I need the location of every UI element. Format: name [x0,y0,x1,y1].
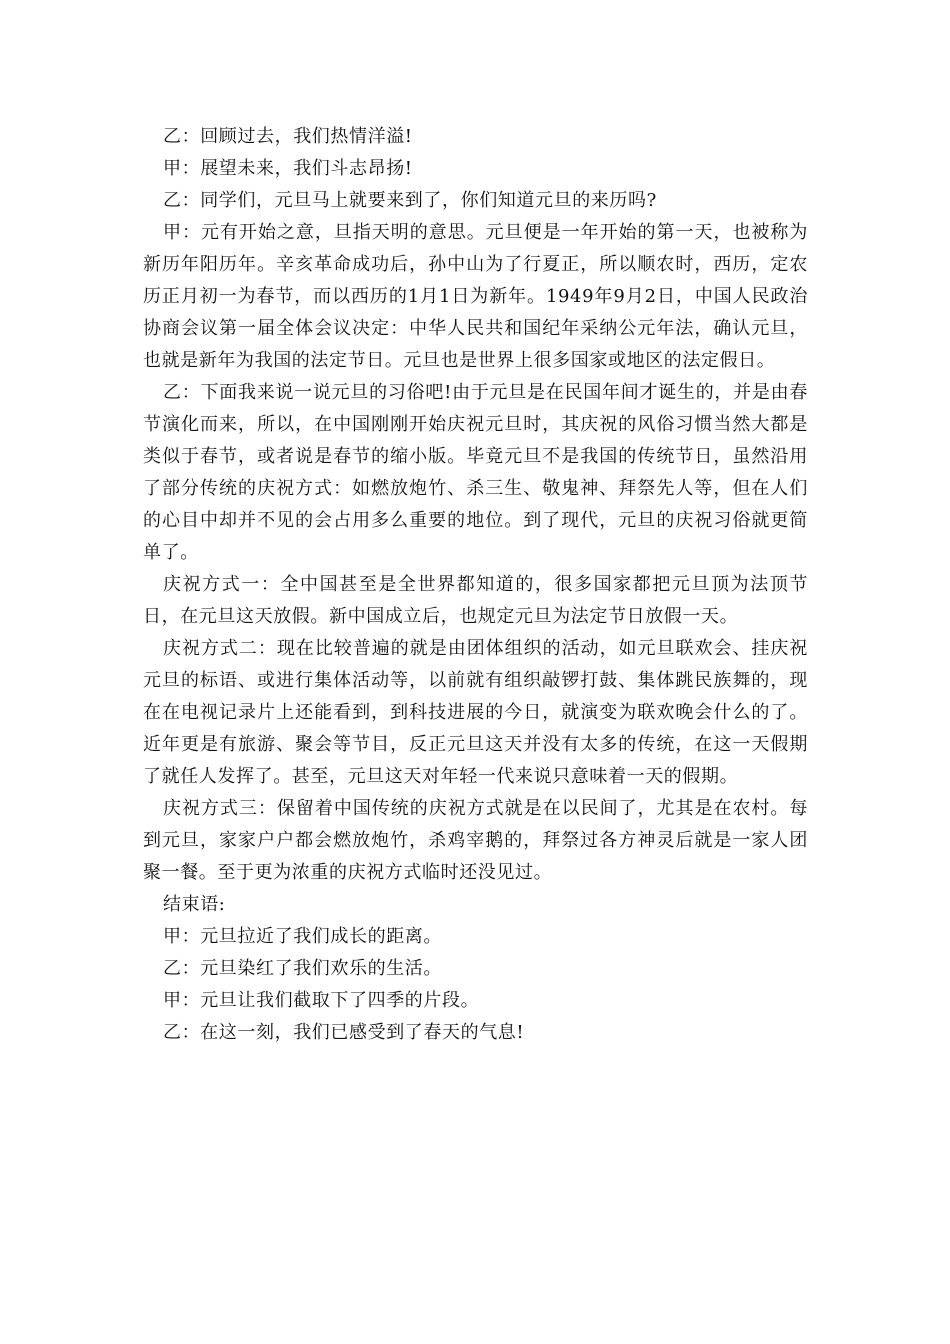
paragraph-customs: 乙：下面我来说一说元旦的习俗吧!由于元旦是在民国年间才诞生的，并是由春节演化而来，所以，在中国刚刚开始庆祝元旦时，其庆祝的风俗习惯当然大都是类似于春节，或者说是春节的缩小版。毕竟元旦不是我国的传统节日，虽然沿用了部分传统的庆祝方式：如燃放炮竹、杀三生、敬鬼神、拜祭先人等，但在人们的心目中却并不见的会占用多么重要的地位。到了现代，元旦的庆祝习俗就更简单了。 [143,382,808,563]
paragraph-origin-of-new-year: 甲：元有开始之意，旦指天明的意思。元旦便是一年开始的第一天，也被称为新历年阳历年。辛亥革命成功后，孙中山为了行夏正，所以顺农时，西历，定农历正月初一为春节，而以西历的1月1日为新年。1949年9月2日，中国人民政治协商会议第一届全体会议决定：中华人民共和国纪年采纳公元年法，确认元旦，也就是新年为我国的法定节日。元旦也是世界上很多国家或地区的法定假日。 [143,222,808,371]
dialogue-line: 甲：元旦拉近了我们成长的距离。 [163,926,442,947]
dialogue-line: 乙：回顾过去，我们热情洋溢! [163,126,413,147]
document-body [143,121,808,1049]
dialogue-line: 乙：在这一刻，我们已感受到了春天的气息! [163,1022,525,1043]
paragraph-celebration-two: 庆祝方式二：现在比较普遍的就是由团体组织的活动，如元旦联欢会、挂庆祝元旦的标语、或进行集体活动等，以前就有组织敲锣打鼓、集体跳民族舞的，现在在电视记录片上还能看到，到科技进展的今日，就演变为联欢晚会什么的了。近年更是有旅游、聚会等节目，反正元旦这天并没有太多的传统，在这一天假期了就任人发挥了。甚至，元旦这天对年轻一代来说只意味着一天的假期。 [143,638,808,787]
dialogue-line: 甲：展望未来，我们斗志昂扬! [163,158,413,179]
dialogue-line: 乙：同学们，元旦马上就要来到了，你们知道元旦的来历吗? [163,190,657,211]
closing-heading: 结束语: [163,894,226,915]
dialogue-line: 乙：元旦染红了我们欢乐的生活。 [163,958,442,979]
dialogue-line: 甲：元旦让我们截取下了四季的片段。 [163,990,480,1011]
paragraph-celebration-three: 庆祝方式三：保留着中国传统的庆祝方式就是在以民间了，尤其是在农村。每到元旦，家家户户都会燃放炮竹，杀鸡宰鹅的，拜祭过各方神灵后就是一家人团聚一餐。至于更为浓重的庆祝方式临时还没见过。 [143,798,808,883]
paragraph-celebration-one: 庆祝方式一：全中国甚至是全世界都知道的，很多国家都把元旦顶为法顶节日，在元旦这天放假。新中国成立后，也规定元旦为法定节日放假一天。 [143,574,808,627]
